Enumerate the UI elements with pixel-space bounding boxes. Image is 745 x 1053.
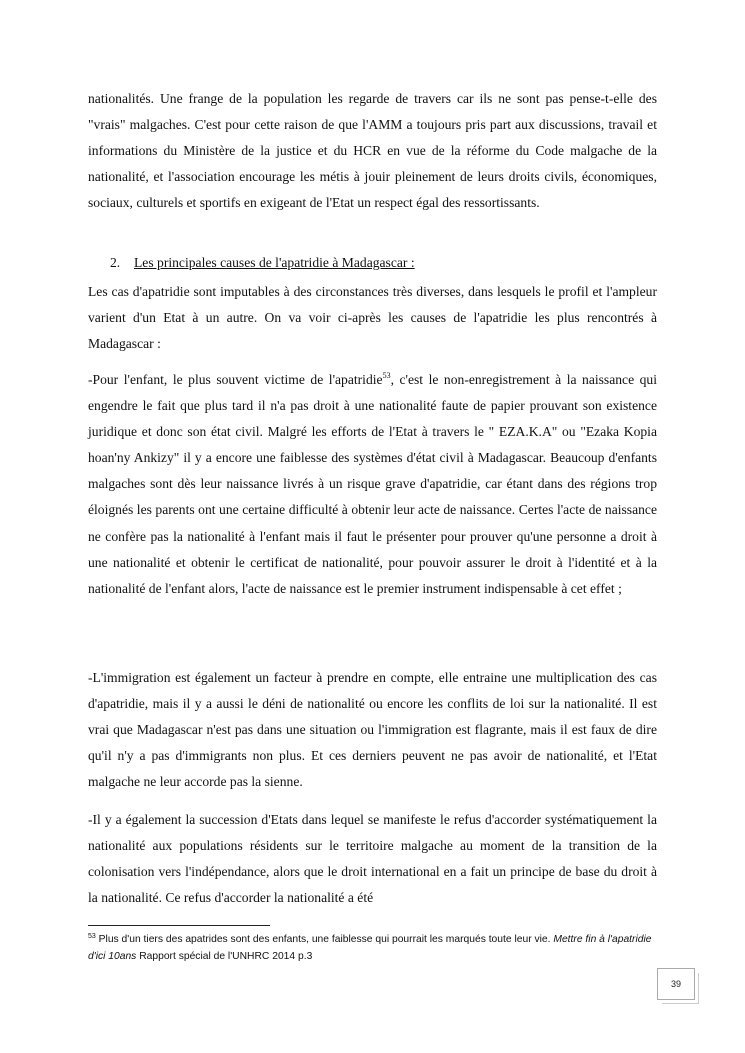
paragraph-2-text: Les cas d'apatridie sont imputables à des circonstances très diverses, dans lesquels le profil et l'ampleur varient d'un Etat à un autre. On va voir ci-après les causes de l'apatridie les plus rencontrés à Madagascar :: [88, 284, 657, 352]
page-number-box: [657, 968, 695, 1000]
footnote-text-end: Rapport spécial de l'UNHRC 2014 p.3: [136, 951, 313, 962]
paragraph-3: [88, 367, 657, 602]
paragraph-5: [88, 807, 657, 911]
page-number: 39: [670, 979, 681, 989]
footnote: [88, 931, 660, 965]
footnote-text-start: Plus d'un tiers des apatrides sont des enfants, une faiblesse qui pourrait les marqués toute leur vie.: [95, 934, 554, 945]
paragraph-2: [88, 279, 657, 357]
footnote-italic-title: Mettre fin à l'apatridie d'ici 10ans: [88, 934, 652, 962]
paragraph-5-text: -Il y a également la succession d'Etats dans lequel se manifeste le refus d'accorder systématiquement la nationalité aux populations résidents sur le territoire malgache au moment de la transition de la colonisation vers l'indépendance, alors que le droit international en a fait un principe de base du droit à la nationalité. Ce refus d'accorder la nationalité a été: [88, 812, 657, 906]
footnote-number: 53: [88, 933, 96, 940]
section-heading: [110, 255, 415, 271]
paragraph-1-text: nationalités. Une frange de la population les regarde de travers car ils ne sont pas pense-t-elle des "vrais" malgaches. C'est pour cette raison de que l'AMM a toujours pris part aux discussions, travail et informations du Ministère de la justice et du HCR en vue de la réforme du Code malgache de la nationalité, et l'association encourage les métis à jouir pleinement de leurs droits civils, économiques, sociaux, culturels et sportifs en exigeant de l'Etat un respect égal des ressortissants.: [88, 91, 657, 211]
paragraph-1: [88, 86, 657, 216]
paragraph-3-start: -Pour l'enfant, le plus souvent victime de l'apatridie: [88, 372, 383, 387]
footnote-separator: [88, 925, 270, 926]
footnote-ref-53[interactable]: 53: [382, 371, 391, 380]
paragraph-3-rest: , c'est le non-enregistrement à la naissance qui engendre le fait que plus tard il n'a pas droit à une nationalité faute de papier prouvant son existence juridique et donc son état civil. Malgré les efforts de l'Etat à travers le " EZA.K.A" ou "Ezaka Kopia hoan'ny Ankizy" il y a encore une faiblesse des systèmes d'état civil à Madagascar. Beaucoup d'enfants malgaches sont dès leur naissance livrés à un risque grave d'apatridie, car étant dans des régions trop éloignés les parents ont une certaine difficulté à obtenir leur acte de naissance. Certes l'acte de naissance ne confère pas la nationalité à l'enfant mais il faut le présenter pour prouver qu'une personne a droit à une nationalité et obtenir le certificat de nationalité, pour pouvoir assurer le droit à l'identité et à la nationalité de l'enfant alors, l'acte de naissance est le premier instrument indispensable à cet effet ;: [88, 372, 657, 596]
paragraph-4-text: -L'immigration est également un facteur à prendre en compte, elle entraine une multiplication des cas d'apatridie, mais il y a aussi le déni de nationalité ou encore les conflits de loi sur la nationalité. Il est vrai que Madagascar n'est pas dans une situation ou l'immigration est flagrante, mais il est faux de dire qu'il n'y a pas d'immigrants non plus. Et ces derniers peuvent ne pas avoir de nationalité, et l'Etat malgache ne leur accorde pas la sienne.: [88, 670, 657, 790]
section-heading-title: Les principales causes de l'apatridie à Madagascar :: [134, 255, 415, 270]
paragraph-4: [88, 665, 657, 795]
section-heading-number: 2.: [110, 255, 121, 270]
